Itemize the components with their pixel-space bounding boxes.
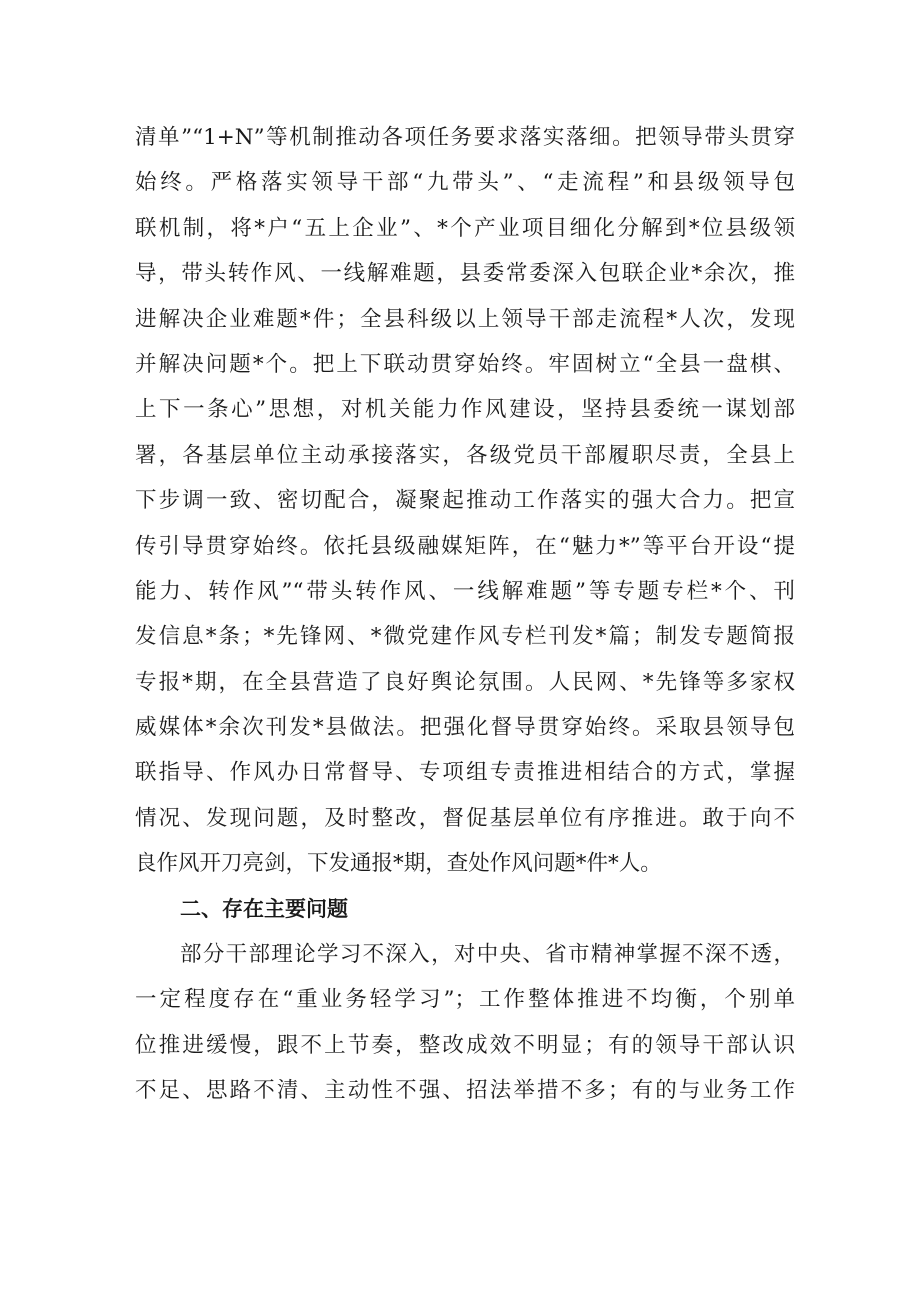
paragraph-1-line-9: 下步调一致、密切配合，凝聚起推动工作落实的强大合力。把宣 [135,488,795,514]
paragraph-1-line-3: 联机制，将*户“五上企业”、*个产业项目细化分解到*位县级领 [135,215,795,241]
paragraph-1-line-12: 发信息*条；*先锋网、*微党建作风专栏刊发*篇；制发专题简报 [135,624,795,650]
paragraph-1-line-14: 威媒体*余次刊发*县做法。把强化督导贯穿始终。采取县领导包 [135,715,795,741]
paragraph-1-line-16: 情况、发现问题，及时整改，督促基层单位有序推进。敢于向不 [135,805,795,831]
paragraph-1-line-11: 能力、转作风”“带头转作风、一线解难题”等专题专栏*个、刊 [135,578,795,604]
paragraph-1-line-7: 上下一条心”思想，对机关能力作风建设，坚持县委统一谋划部 [135,397,795,423]
paragraph-1-line-1: 清单”“1+N”等机制推动各项任务要求落实落细。把领导带头贯穿 [135,125,795,150]
paragraph-2-line-4: 不足、思路不清、主动性不强、招法举措不多；有的与业务工作 [135,1078,795,1104]
paragraph-1-line-4: 导，带头转作风、一线解难题，县委常委深入包联企业*余次，推 [135,261,795,287]
paragraph-1-line-8: 署，各基层单位主动承接落实，各级党员干部履职尽责，全县上 [135,442,795,468]
section-heading: 二、存在主要问题 [180,896,348,921]
paragraph-1-line-6: 并解决问题*个。把上下联动贯穿始终。牢固树立“全县一盘棋、 [135,351,795,377]
paragraph-1-line-17: 良作风开刀亮剑，下发通报*期，查处作风问题*件*人。 [135,851,662,877]
paragraph-1-line-10: 传引导贯穿始终。依托县级融媒矩阵，在“魅力*”等平台开设“提 [135,533,795,559]
paragraph-1-line-13: 专报*期，在全县营造了良好舆论氛围。人民网、*先锋等多家权 [135,669,795,695]
paragraph-1-line-15: 联指导、作风办日常督导、专项组专责推进相结合的方式，掌握 [135,760,795,786]
document-body [135,115,795,1114]
paragraph-2-line-3: 位推进缓慢，跟不上节奏，整改成效不明显；有的领导干部认识 [135,1032,795,1058]
paragraph-1-line-2: 始终。严格落实领导干部“九带头”、“走流程”和县级领导包 [135,170,795,196]
paragraph-2-line-2: 一定程度存在“重业务轻学习”；工作整体推进不均衡，个别单 [135,987,795,1013]
paragraph-1-line-5: 进解决企业难题*件；全县科级以上领导干部走流程*人次，发现 [135,306,795,332]
paragraph-2-line-1: 部分干部理论学习不深入，对中央、省市精神掌握不深不透， [180,942,795,968]
